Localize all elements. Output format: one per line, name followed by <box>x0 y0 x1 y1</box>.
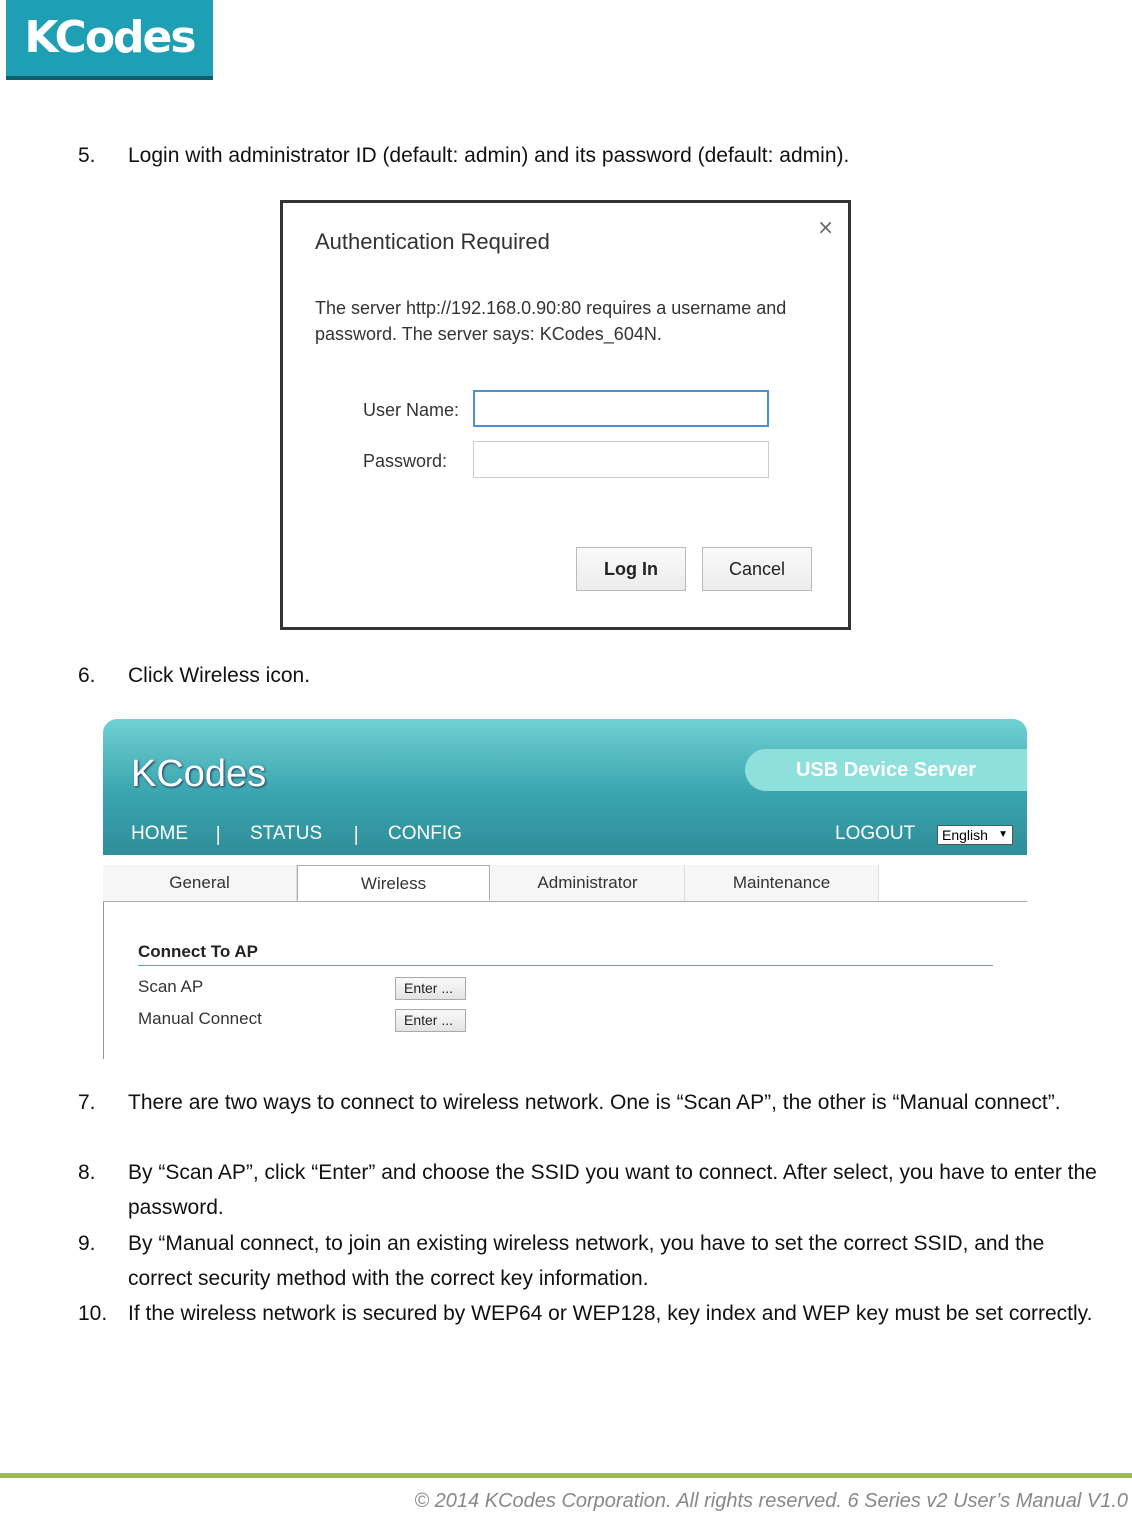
username-input[interactable] <box>473 390 769 427</box>
nav-home[interactable]: HOME <box>131 823 188 844</box>
step-number: 8. <box>78 1161 96 1184</box>
tab-administrator[interactable]: Administrator <box>491 865 685 901</box>
username-label: User Name: <box>363 400 460 420</box>
section-divider <box>138 965 993 966</box>
device-server-ui <box>103 719 1027 1059</box>
dialog-message: The server http://192.168.0.90:80 requires a username and password. The server says: KCodes_604N. <box>315 298 787 344</box>
dialog-title: Authentication Required <box>315 229 550 254</box>
step-text: Click Wireless icon. <box>128 664 311 687</box>
tab-wireless[interactable]: Wireless <box>297 865 490 901</box>
step-text: Login with administrator ID (default: admin) and its password (default: admin). <box>128 144 850 167</box>
footer-copyright: © 2014 KCodes Corporation. All rights reserved. 6 Series v2 User’s Manual V1.0 <box>414 1490 1128 1512</box>
scan-ap-enter-button[interactable]: Enter ... <box>395 977 466 1000</box>
ui-brand: KCodes <box>131 753 267 795</box>
language-select[interactable] <box>937 825 1013 845</box>
wireless-panel <box>103 902 1027 1059</box>
footer-rule <box>0 1473 1132 1478</box>
password-input[interactable] <box>473 441 769 478</box>
nav-config[interactable]: CONFIG <box>388 823 462 844</box>
step-number: 7. <box>78 1091 96 1114</box>
step-number: 6. <box>78 664 96 687</box>
step-number: 5. <box>78 144 96 167</box>
nav-status[interactable]: STATUS <box>250 823 323 844</box>
kcodes-logo <box>6 0 213 80</box>
nav-logout[interactable]: LOGOUT <box>835 823 916 844</box>
step-text: By “Scan AP”, click “Enter” and choose the SSID you want to connect. After select, you have to enter the password. <box>128 1161 1097 1219</box>
ui-header <box>103 719 1027 855</box>
step-text: By “Manual connect, to join an existing wireless network, you have to set the correct SSID, and the correct security method with the correct key information. <box>128 1232 1045 1290</box>
dropdown-arrow-icon: ▼ <box>998 829 1008 840</box>
nav-separator: | <box>215 823 222 845</box>
cancel-button[interactable]: Cancel <box>702 547 812 591</box>
step-number: 10. <box>78 1302 108 1325</box>
auth-dialog <box>280 200 851 630</box>
step-number: 9. <box>78 1232 96 1255</box>
close-icon[interactable]: × <box>817 215 834 239</box>
product-badge: USB Device Server <box>745 749 1027 791</box>
language-value: English <box>942 827 988 843</box>
nav-separator: | <box>353 823 360 845</box>
logo-text: KCodes <box>24 12 195 63</box>
section-title: Connect To AP <box>138 942 258 961</box>
password-label: Password: <box>363 451 448 471</box>
manual-connect-label: Manual Connect <box>138 1009 262 1028</box>
step-text: There are two ways to connect to wireless network. One is “Scan AP”, the other is “Manual connect”. <box>128 1091 1061 1114</box>
login-button[interactable]: Log In <box>576 547 686 591</box>
manual-connect-enter-button[interactable]: Enter ... <box>395 1009 466 1032</box>
scan-ap-label: Scan AP <box>138 977 204 996</box>
config-tabs <box>103 855 1027 902</box>
tab-maintenance[interactable]: Maintenance <box>685 865 879 901</box>
step-text: If the wireless network is secured by WEP64 or WEP128, key index and WEP key must be set correctly. <box>128 1302 1093 1325</box>
tab-general[interactable]: General <box>103 865 297 901</box>
